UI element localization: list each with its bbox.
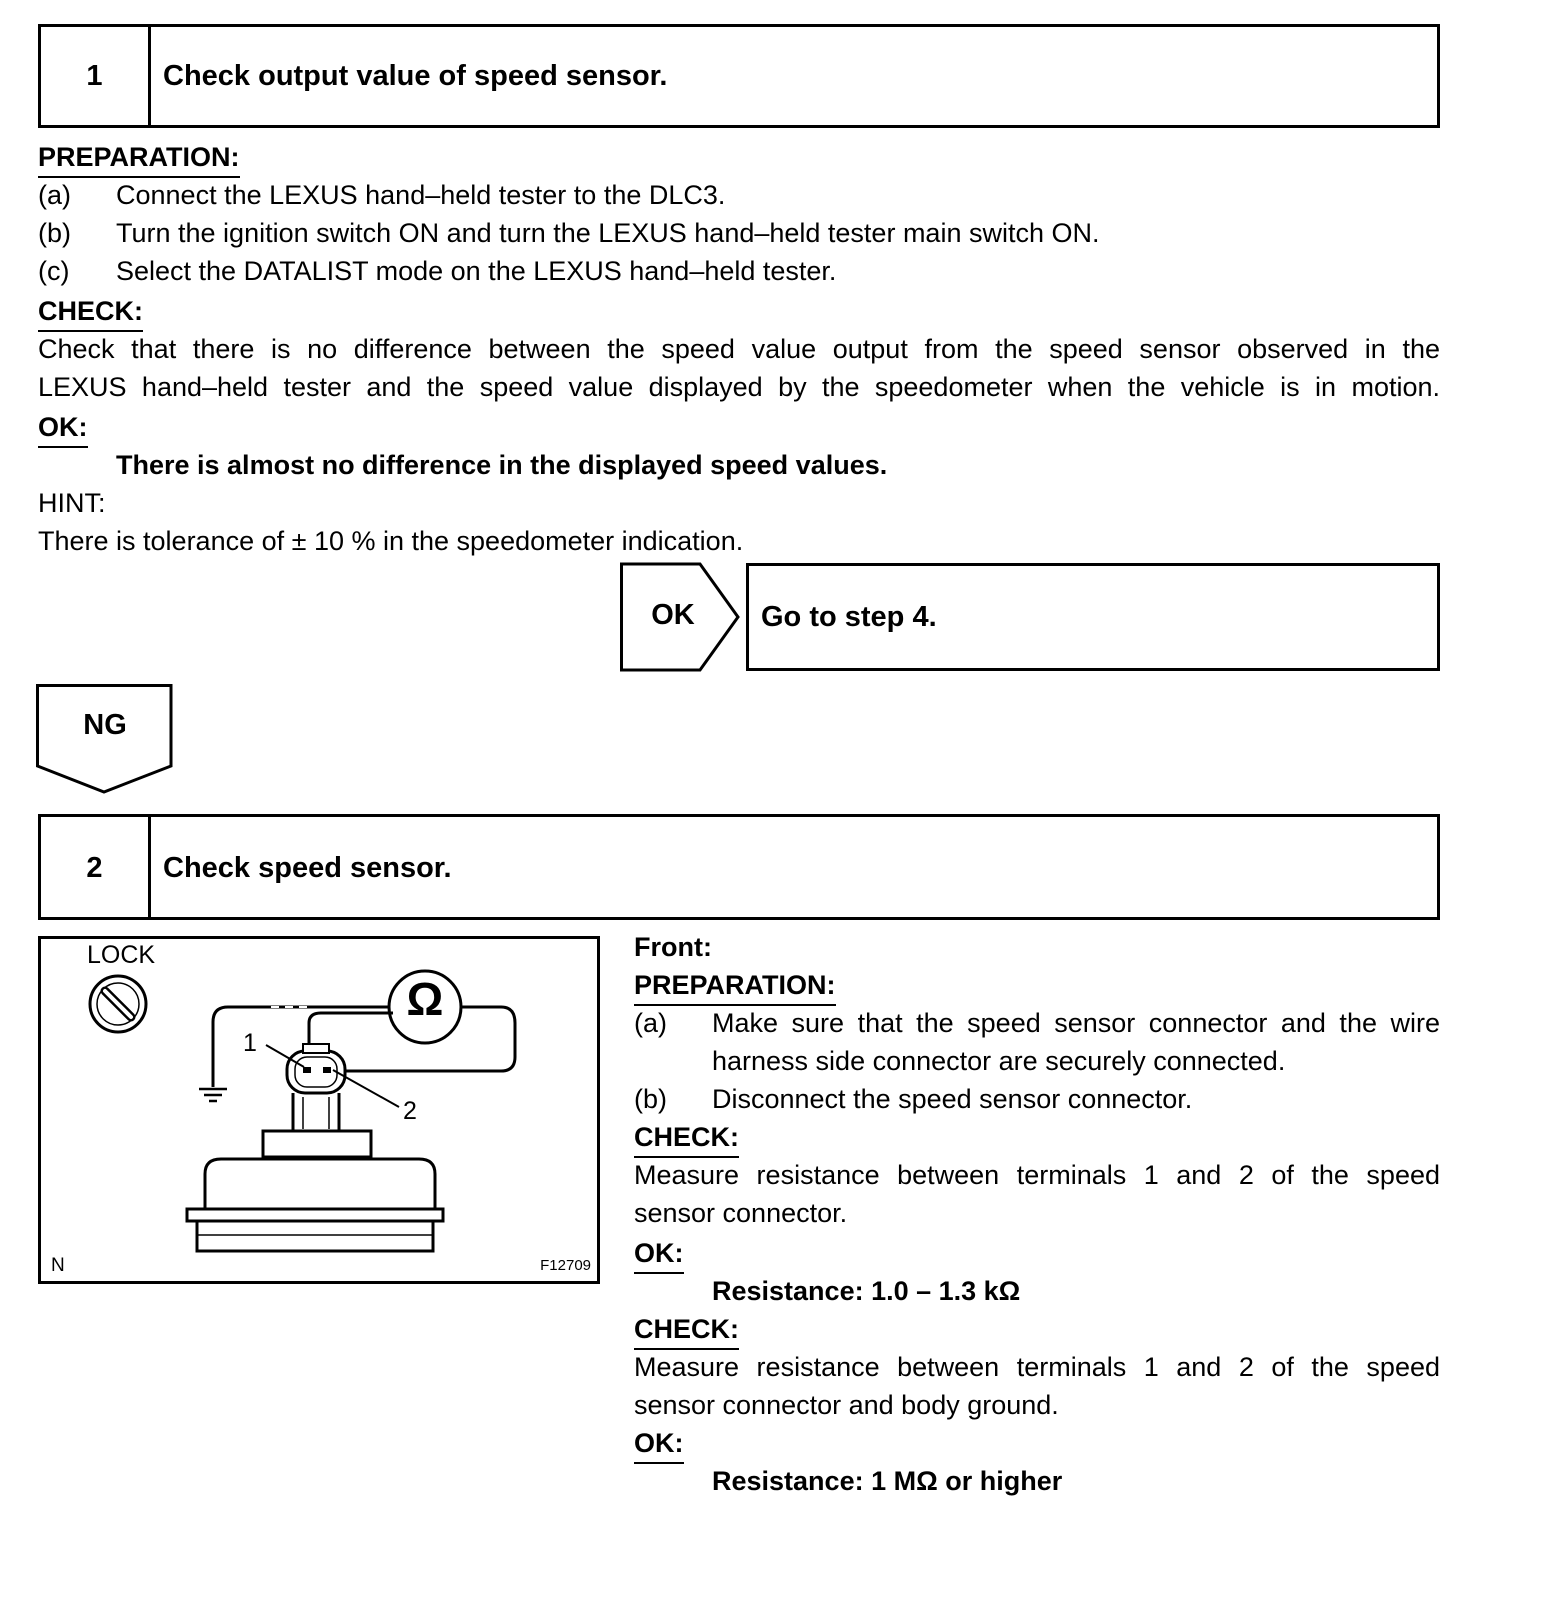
figure-id: F12709 [540,1257,591,1274]
ohm-symbol: Ω [406,973,444,1025]
step1-ok-text: There is almost no difference in the displayed speed values. [116,450,888,480]
step1-header [38,24,1440,128]
step2-header-divider [148,814,151,920]
figure-corner-label: N [51,1255,65,1276]
step1-prep-text-a: Connect the LEXUS hand–held tester to the DLC3. [116,180,726,210]
step1-check-heading: CHECK: [38,292,143,332]
step2-ok2-heading: OK: [634,1424,684,1464]
ng-flow-label: NG [83,709,127,741]
step2-prep-marker-b: (b) [634,1084,667,1114]
step2-number: 2 [86,852,103,884]
speed-sensor-figure [38,936,600,1284]
ground-icon [199,1089,227,1101]
step2-check1-line1: Measure resistance between terminals 1 and 2 of the speed [634,1160,1440,1190]
step1-hint-text: There is tolerance of ± 10 % in the speedometer indication. [38,526,744,556]
step1-prep-text-c: Select the DATALIST mode on the LEXUS hand–held tester. [116,256,837,286]
step2-prep-text-b-line1: Disconnect the speed sensor connector. [712,1084,1193,1114]
step1-ok-heading: OK: [38,408,88,448]
step1-header-divider [148,24,151,128]
terminal-1-label: 1 [243,1029,257,1057]
step1-check-line-1: Check that there is no difference between the speed value output from the speed sensor observed in the [38,334,1440,364]
lock-icon [90,976,146,1032]
step1-prep-marker-c: (c) [38,256,70,286]
step1-check-line-2: LEXUS hand–held tester and the speed value displayed by the speedometer when the vehicle is in motion. [38,372,1440,402]
step2-check2-line2: sensor connector and body ground. [634,1390,1059,1420]
step2-check1-line2: sensor connector. [634,1198,848,1228]
lock-label: LOCK [87,941,156,969]
step2-prep-text-a-line2: harness side connector are securely connected. [712,1046,1286,1076]
step2-ok1-text: Resistance: 1.0 – 1.3 kΩ [712,1276,1021,1306]
step2-header [38,814,1440,920]
step1-prep-marker-a: (a) [38,180,71,210]
step2-check2-line1: Measure resistance between terminals 1 and 2 of the speed [634,1352,1440,1382]
step1-hint-heading: HINT: [38,488,106,518]
ok-flow-box [746,563,1440,671]
step2-front-heading: Front: [634,932,712,962]
step1-preparation-heading: PREPARATION: [38,138,240,178]
terminal-2-label: 2 [403,1097,417,1125]
ok-flow-label: OK [651,599,695,631]
step1-title: Check output value of speed sensor. [163,60,668,92]
step2-ok1-heading: OK: [634,1234,684,1274]
step2-check2-heading: CHECK: [634,1310,739,1350]
ok-flow-text: Go to step 4. [761,601,937,633]
step2-prep-marker-a: (a) [634,1008,667,1038]
step2-preparation-heading: PREPARATION: [634,966,836,1006]
step2-prep-text-a-line1: Make sure that the speed sensor connector and the wire [712,1008,1440,1038]
step2-check1-heading: CHECK: [634,1118,739,1158]
step1-prep-marker-b: (b) [38,218,71,248]
step1-prep-text-b: Turn the ignition switch ON and turn the LEXUS hand–held tester main switch ON. [116,218,1100,248]
sensor-diagram [41,939,597,1281]
step1-number: 1 [86,60,103,92]
step2-ok2-text: Resistance: 1 MΩ or higher [712,1466,1063,1496]
step2-title: Check speed sensor. [163,852,452,884]
